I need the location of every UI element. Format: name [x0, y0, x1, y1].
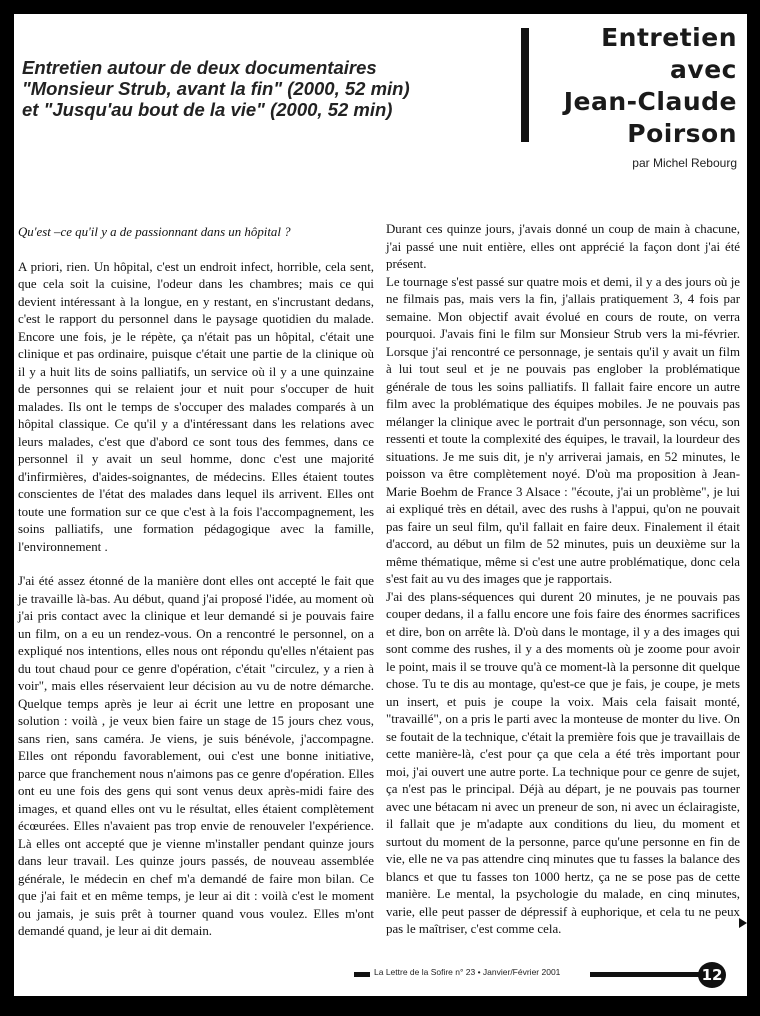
continue-arrow-icon [739, 918, 747, 928]
footer-rule-left [354, 972, 370, 977]
answer-paragraph-1: A priori, rien. Un hôpital, c'est un endroit infect, horrible, cela sent, que cela soit la cuisine, l'odeur dans les chambres; mais ce qui devient intéressant à la longue, en y restant, en s'incrustant dedans, c'est le rapport du personnel dans le paysage quotidien du malade. Encore une fois, je le répète, ça n'était pas un hôpital, c'était une clinique et pas ordinaire, puisque c'était une partie de la clinique où il y a huit lits de soins palliatifs, un service où il y a une quinzaine de personnes qui se relaient jour et nuit pour s'occuper de huit malades. Ils ont le temps de s'occuper des malades comparés à un hôpital classique. Ce qu'il y a d'intéressant dans les relations avec leurs malades, c'est que d'abord ce sont tous des femmes, dans ce personnel il y avait un seul homme, donc c'est une majorité d'infirmières, d'aides-soignantes, de médecins. Elles étaient toutes conscientes de l'état des malades dans lequel ils arrivent. Elles ont toute une formation sur ce que c'est à la fois l'accompagnement, les soins palliatifs, une formation pédagogique avec la famille, l'environnement . [18, 259, 374, 554]
article-column-right [386, 221, 740, 939]
byline: par Michel Rebourg [632, 156, 737, 170]
article-column-left [18, 224, 374, 941]
magazine-page [14, 14, 747, 996]
answer-paragraph-2: J'ai été assez étonné de la manière dont elles ont accepté le fait que je travaille là-bas. Au début, quand j'ai proposé l'idée, au moment où j'ai pris contact avec la clinique et leur demandé si je pouvais faire un film, on a eu un rendez-vous. On a rencontré le personnel, on a expliqué nos intentions, elles nous ont répondu qu'elles n'étaient pas du tout chaud pour ce genre d'opération, c'était "circulez, y a rien à voir", mais elles réservaient leur décision au vu de notre démarche. Quelque temps après je leur ai écrit une lettre en proposant une solution : voilà , je veux bien faire un stage de 15 jours chez vous, sans rien, sans caméra. Je viens, je suis bénévole, j'accompagne. Elles ont répondu favorablement, oui c'est une bonne initiative, parce que franchement nous n'aimons pas ce genre d'opération. Elles ont eu une fois des gens qui sont venus deux après-midi faire des images, et quand elles ont vu le résultat, elles étaient complètement écœurées. Elles n'avaient pas trop envie de renouveler l'expérience. Là elles ont accepté que je vienne m'installer pendant quinze jours dans leur travail. Les quinze jours passés, de nouveau assemblée générale, le médecin en chef m'a demandé de faire mon bilan. Ce que j'ai fait et en même temps, je leur ai dit : voilà c'est le moment ou jamais, je suis prêt à tourner quand vous voulez. Elles m'ont demandé quand, je leur ai dit demain. [18, 574, 374, 938]
answer-paragraph-3: Durant ces quinze jours, j'avais donné un coup de main à chacune, j'ai passé une nuit entière, elles ont apprécié la façon dont j'ai été présent. [386, 222, 740, 271]
page-number-badge: 12 [698, 962, 726, 988]
title-line-4: Poirson [627, 119, 737, 148]
footer-rule-right [590, 972, 708, 977]
article-title [564, 22, 737, 150]
interview-question: Qu'est –ce qu'il y a de passionnant dans un hôpital ? [18, 225, 291, 239]
answer-paragraph-5: J'ai des plans-séquences qui durent 20 minutes, je ne pouvais pas couper dedans, il a fallu encore une fois faire des énormes sacrifices et dire, bon on arrête là. D'où dans le montage, il y a des images qui sont comme des rushes, il y a des moments où je zoome pour avoir le point, mais il se trouve qu'à ce moment-là la personne dit quelque chose. Tu te dis au montage, qu'est-ce que je fais, je coupe, je mets un insert, et puis je coupe la voix. Mais cela faisait monté, "travaillé", on a pris le parti avec la monteuse de monter du live. On se foutait de la technique, c'était la première fois que je travaillais de cette manière-là, c'est pour ça que cela a été très important pour moi, j'ai ouvert une autre porte. La technique pour ce genre de sujet, ça n'est pas le principal. Déjà au départ, je ne pouvais pas tourner avec une bétacam ni avec un preneur de son, ni avec un éclairagiste, il fallait que je m'adapte aux conditions du lieu, du moment et surtout du moment de la personne, parce qu'une personne en fin de vie, elle ne va pas attendre cinq minutes que tu fasses la balance des blancs et que tu fasses ton 1000 hertz, ça ne se pose pas de cette manière. Le mental, la psychologie du malade, en cinq minutes, varie, elle peut passer de dépressif à euphorique, et cela tu ne peux pas le maîtriser, c'est comme cela. [386, 589, 740, 936]
title-line-2: avec [670, 55, 737, 84]
title-divider-bar [521, 28, 529, 142]
title-line-3: Jean-Claude [563, 87, 737, 116]
subtitle-line-1: Entretien autour de deux documentaires [22, 57, 377, 78]
article-subtitle [22, 57, 502, 120]
answer-paragraph-4: Le tournage s'est passé sur quatre mois et demi, il y a des jours où je ne filmais pas, mais vers la fin, j'allais pratiquement 3, 4 fois par semaine. Mon objectif avait évolué en cours de route, on verra pourquoi. J'avais fini le film sur Monsieur Strub vers la mi-février. Lorsque j'ai rencontré ce personnage, je sentais qu'il y avait un film à lui tout seul et je ne pouvais pas englober la problématique générale de tous les soins palliatifs. Il fallait faire encore un autre film avec la problématique des équipes mobiles. Je ne pouvais pas mélanger la clinique avec le portrait d'un personnage, son vécu, son ressenti et toute la complexité des équipes, le travail, la lourdeur des situations. Je me suis dit, je n'y arriverai jamais, en 52 minutes, le poisson va être complètement noyé. D'où ma proposition à Jean-Marie Boehm de France 3 Alsace : "écoute, j'ai un problème", je lui ai expliqué très en détail, avec des rushs à l'appui, qu'on ne pouvait pas faire un seul film, qu'il fallait en faire deux. Finalement il était d'accord, au début un film de 52 minutes, puis un deuxième sur la même thématique, même si c'est une autre problématique, donc cela s'est fait au vu des images que je rapportais. [386, 274, 740, 586]
subtitle-line-2: "Monsieur Strub, avant la fin" (2000, 52 min) [22, 78, 410, 99]
footer-publication: La Lettre de la Sofire n° 23 • Janvier/Février 2001 [374, 967, 561, 977]
subtitle-line-3: et "Jusqu'au bout de la vie" (2000, 52 min) [22, 99, 393, 120]
title-line-1: Entretien [601, 23, 737, 52]
